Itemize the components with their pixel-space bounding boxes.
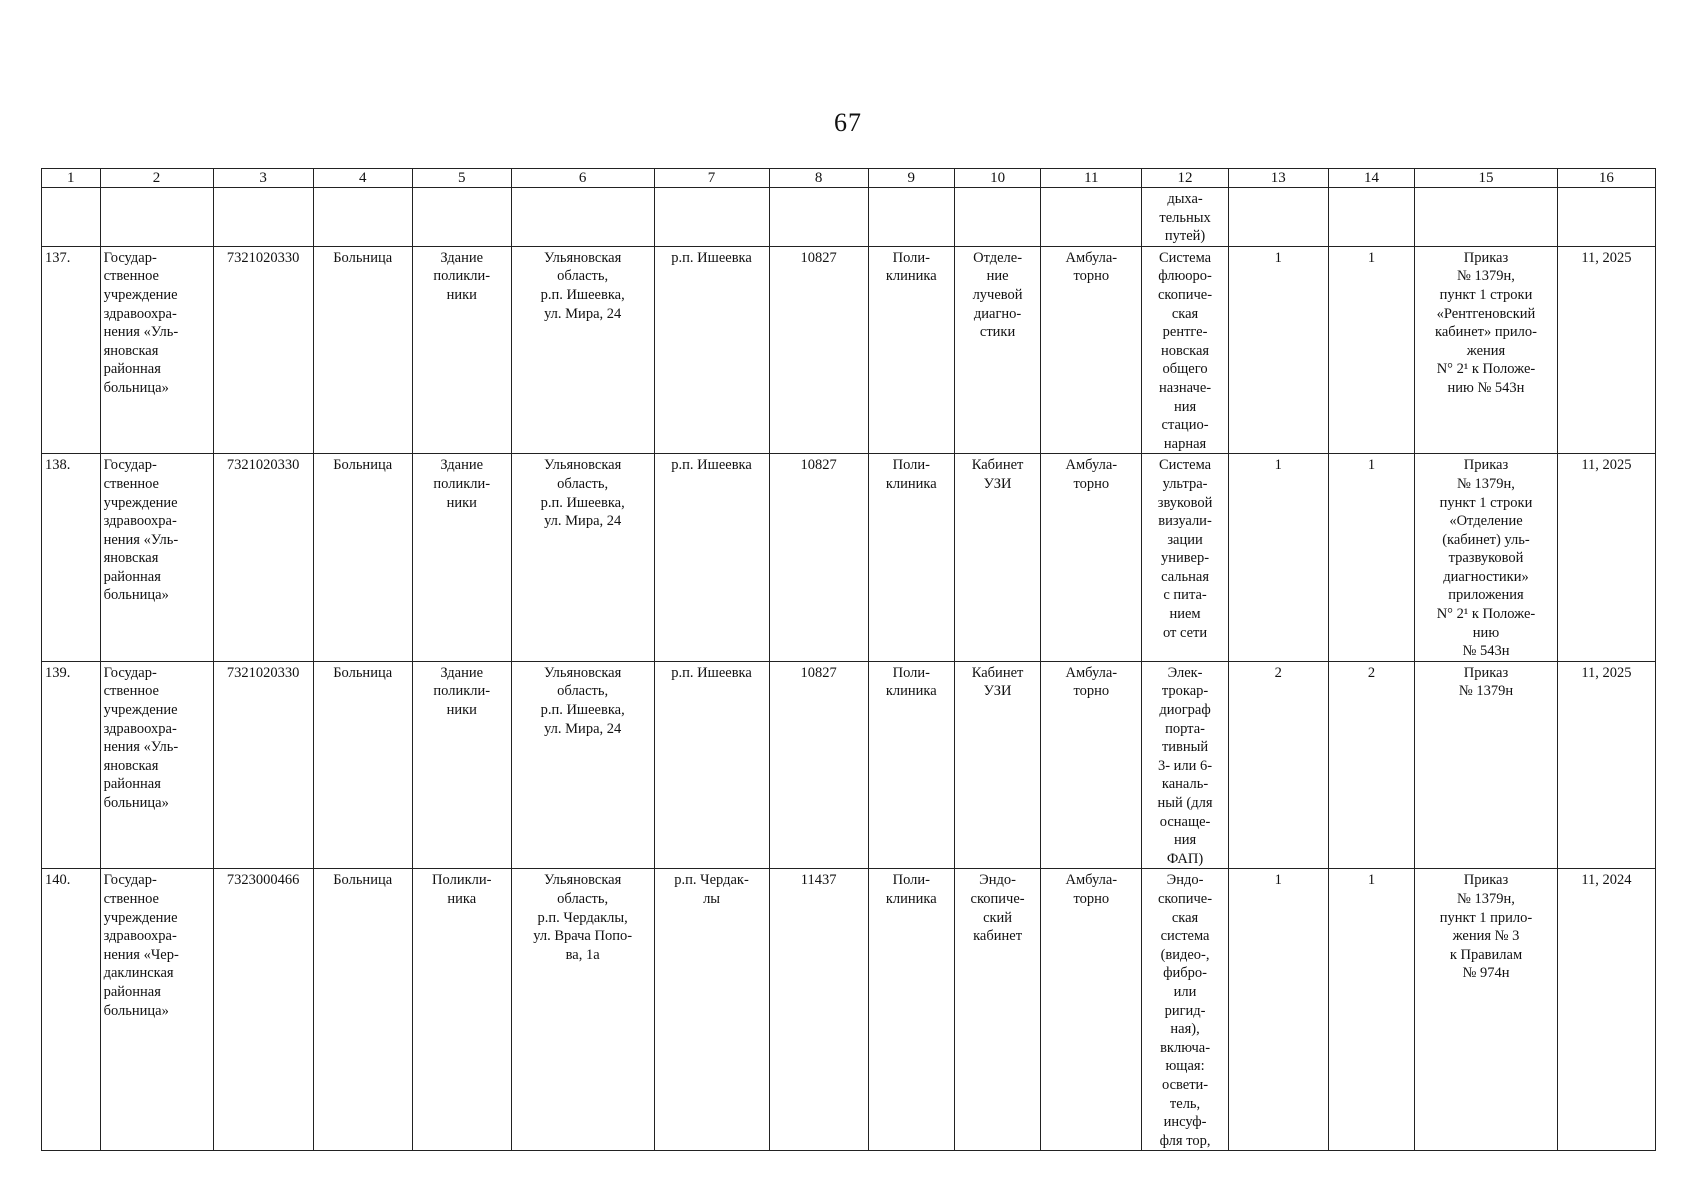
continuation-row bbox=[42, 188, 1656, 247]
column-number: 10 bbox=[954, 169, 1040, 188]
address-cell: Ульяновская область, р.п. Чердаклы, ул. Врача Попо- ва, 1а bbox=[511, 869, 654, 1151]
facility-type-cell: Больница bbox=[313, 454, 412, 662]
row-number: 137. bbox=[42, 246, 101, 454]
code-cell: 11437 bbox=[769, 869, 868, 1151]
column-number: 4 bbox=[313, 169, 412, 188]
organization-cell: Государ- ственное учреждение здравоохра- нения «Уль- яновская районная больница» bbox=[100, 661, 213, 869]
equipment-cell: Элек- трокар- диограф порта- тивный 3- или 6- каналь- ный (для оснаще- ния ФАП) bbox=[1142, 661, 1228, 869]
facility-type-cell: Больница bbox=[313, 869, 412, 1151]
equipment-cell: Эндо- скопиче- ская система (видео-, фибро- или ригид- ная), включа- ющая: освети- тель, инсуф- фля тор, bbox=[1142, 869, 1228, 1151]
column-number-row bbox=[42, 169, 1656, 188]
inn-cell: 7321020330 bbox=[213, 661, 313, 869]
year-cell: 11, 2025 bbox=[1557, 246, 1655, 454]
row-number: 140. bbox=[42, 869, 101, 1151]
column-number: 6 bbox=[511, 169, 654, 188]
building-cell: Здание поликли- ники bbox=[412, 454, 511, 662]
table-row bbox=[42, 869, 1656, 1151]
registry-table bbox=[41, 168, 1656, 1151]
mode-cell: Амбула- торно bbox=[1041, 869, 1142, 1151]
inn-cell: 7323000466 bbox=[213, 869, 313, 1151]
organization-cell: Государ- ственное учреждение здравоохра- нения «Чер- даклинская районная больница» bbox=[100, 869, 213, 1151]
address-cell: Ульяновская область, р.п. Ишеевка, ул. Мира, 24 bbox=[511, 454, 654, 662]
department-cell: Кабинет УЗИ bbox=[954, 661, 1040, 869]
quantity-cell: 1 bbox=[1328, 454, 1414, 662]
mode-cell: Амбула- торно bbox=[1041, 454, 1142, 662]
year-cell: 11, 2025 bbox=[1557, 661, 1655, 869]
quantity-cell: 2 bbox=[1328, 661, 1414, 869]
unit-cell: Поли- клиника bbox=[868, 869, 954, 1151]
column-number: 14 bbox=[1328, 169, 1414, 188]
building-cell: Здание поликли- ники bbox=[412, 661, 511, 869]
mode-cell: Амбула- торно bbox=[1041, 661, 1142, 869]
code-cell: 10827 bbox=[769, 661, 868, 869]
quantity-cell: 1 bbox=[1228, 246, 1328, 454]
column-number: 16 bbox=[1557, 169, 1655, 188]
locality-cell: р.п. Ишеевка bbox=[654, 246, 769, 454]
mode-cell: Амбула- торно bbox=[1041, 246, 1142, 454]
building-cell: Здание поликли- ники bbox=[412, 246, 511, 454]
equipment-cell: Система ультра- звуковой визуали- зации универ- сальная с пита- нием от сети bbox=[1142, 454, 1228, 662]
column-number: 5 bbox=[412, 169, 511, 188]
facility-type-cell: Больница bbox=[313, 661, 412, 869]
basis-cell: Приказ № 1379н bbox=[1415, 661, 1558, 869]
organization-cell: Государ- ственное учреждение здравоохра- нения «Уль- яновская районная больница» bbox=[100, 246, 213, 454]
inn-cell: 7321020330 bbox=[213, 454, 313, 662]
locality-cell: р.п. Чердак- лы bbox=[654, 869, 769, 1151]
column-number: 2 bbox=[100, 169, 213, 188]
column-number: 12 bbox=[1142, 169, 1228, 188]
address-cell: Ульяновская область, р.п. Ишеевка, ул. Мира, 24 bbox=[511, 246, 654, 454]
department-cell: Эндо- скопиче- ский кабинет bbox=[954, 869, 1040, 1151]
column-number: 1 bbox=[42, 169, 101, 188]
building-cell: Поликли- ника bbox=[412, 869, 511, 1151]
quantity-cell: 1 bbox=[1328, 246, 1414, 454]
table-row bbox=[42, 246, 1656, 454]
unit-cell: Поли- клиника bbox=[868, 454, 954, 662]
equipment-cell: Система флюоро- скопиче- ская рентге- новская общего назначе- ния стацио- нарная bbox=[1142, 246, 1228, 454]
column-number: 8 bbox=[769, 169, 868, 188]
quantity-cell: 1 bbox=[1328, 869, 1414, 1151]
department-cell: Отделе- ние лучевой диагно- стики bbox=[954, 246, 1040, 454]
column-number: 9 bbox=[868, 169, 954, 188]
column-number: 13 bbox=[1228, 169, 1328, 188]
quantity-cell: 1 bbox=[1228, 454, 1328, 662]
column-number: 7 bbox=[654, 169, 769, 188]
quantity-cell: 1 bbox=[1228, 869, 1328, 1151]
quantity-cell: 2 bbox=[1228, 661, 1328, 869]
column-number: 15 bbox=[1415, 169, 1558, 188]
locality-cell: р.п. Ишеевка bbox=[654, 454, 769, 662]
locality-cell: р.п. Ишеевка bbox=[654, 661, 769, 869]
row-number: 138. bbox=[42, 454, 101, 662]
basis-cell: Приказ № 1379н, пункт 1 строки «Рентгеновский кабинет» прило- жения N° 2¹ к Положе- нию № 543н bbox=[1415, 246, 1558, 454]
code-cell: 10827 bbox=[769, 454, 868, 662]
department-cell: Кабинет УЗИ bbox=[954, 454, 1040, 662]
page-number: 67 bbox=[834, 108, 862, 137]
basis-cell: Приказ № 1379н, пункт 1 строки «Отделение (кабинет) уль- тразвуковой диагностики» приложения N° 2¹ к Положе- нию № 543н bbox=[1415, 454, 1558, 662]
address-cell: Ульяновская область, р.п. Ишеевка, ул. Мира, 24 bbox=[511, 661, 654, 869]
code-cell: 10827 bbox=[769, 246, 868, 454]
year-cell: 11, 2024 bbox=[1557, 869, 1655, 1151]
table-row bbox=[42, 661, 1656, 869]
facility-type-cell: Больница bbox=[313, 246, 412, 454]
inn-cell: 7321020330 bbox=[213, 246, 313, 454]
basis-cell: Приказ № 1379н, пункт 1 прило- жения № 3 к Правилам № 974н bbox=[1415, 869, 1558, 1151]
column-number: 11 bbox=[1041, 169, 1142, 188]
table-row bbox=[42, 454, 1656, 662]
organization-cell: Государ- ственное учреждение здравоохра- нения «Уль- яновская районная больница» bbox=[100, 454, 213, 662]
row-number: 139. bbox=[42, 661, 101, 869]
year-cell: 11, 2025 bbox=[1557, 454, 1655, 662]
unit-cell: Поли- клиника bbox=[868, 246, 954, 454]
equipment-cell: дыха- тельных путей) bbox=[1142, 188, 1228, 247]
column-number: 3 bbox=[213, 169, 313, 188]
unit-cell: Поли- клиника bbox=[868, 661, 954, 869]
